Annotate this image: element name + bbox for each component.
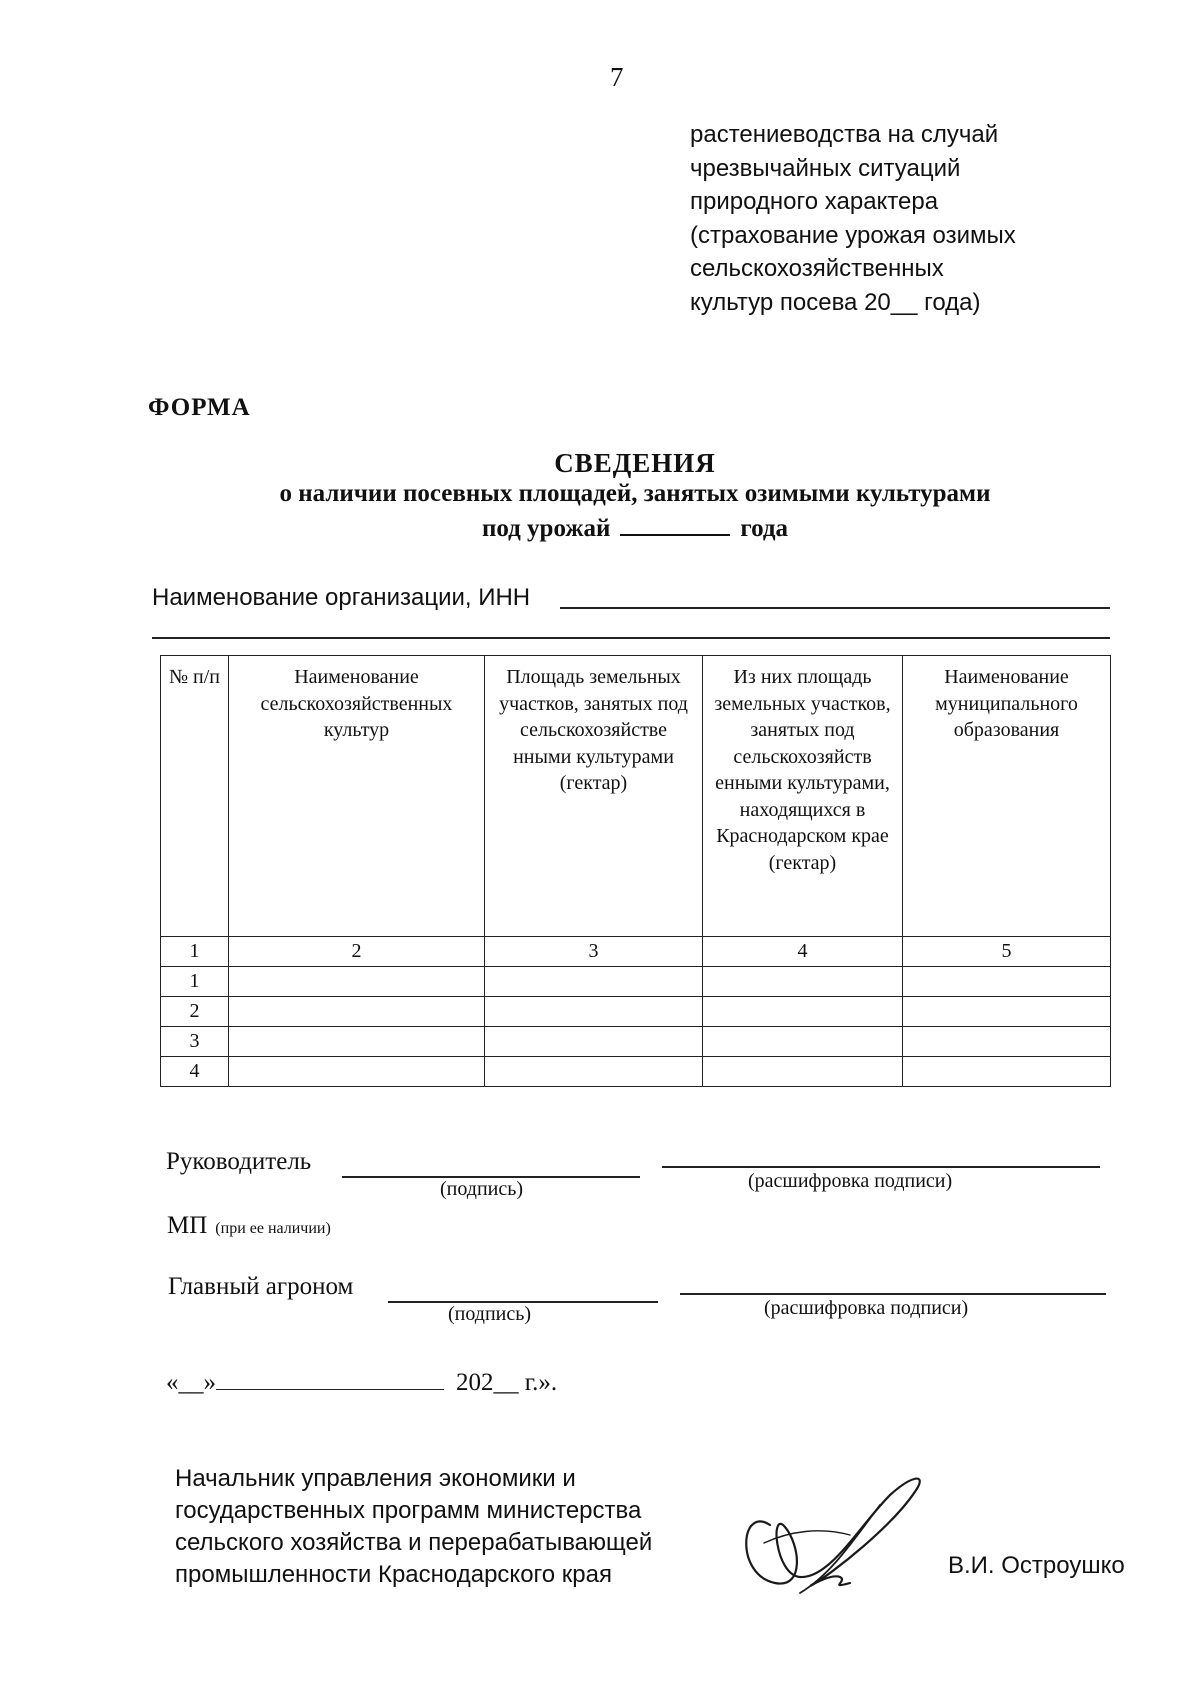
mp-label: МП — [167, 1212, 208, 1239]
form-label: ФОРМА — [148, 394, 251, 421]
column-number: 4 — [703, 937, 903, 967]
table-cell[interactable] — [485, 1026, 703, 1056]
column-number: 2 — [229, 937, 485, 967]
head-decoding-line[interactable] — [662, 1166, 1100, 1168]
date-month-blank[interactable] — [216, 1367, 444, 1390]
organization-label: Наименование организации, ИНН — [152, 584, 531, 611]
header-cell-area-krasnodar: Из них площадь земельных участков, занятых под сельскохозяйств енными культурами, находящихся в Краснодарском крае (гектар) — [703, 656, 903, 937]
document-title: СВЕДЕНИЯ — [554, 448, 716, 478]
agronomist-decoding-line[interactable] — [680, 1293, 1106, 1295]
date-line — [166, 1367, 557, 1397]
table-cell[interactable] — [703, 1056, 903, 1086]
harvest-year-blank[interactable] — [620, 514, 730, 536]
agronomist-signature-hint: (подпись) — [448, 1303, 532, 1325]
table-cell[interactable] — [703, 1026, 903, 1056]
head-decoding-hint: (расшифровка подписи) — [748, 1170, 953, 1192]
signer-name: В.И. Остроушко — [948, 1552, 1125, 1579]
harvest-prefix: под урожай — [481, 515, 611, 542]
signer-position-line: государственных программ министерства — [175, 1497, 642, 1524]
row-number: 4 — [161, 1056, 229, 1086]
header-note-line: культур посева 20__ года) — [690, 288, 981, 316]
table-cell[interactable] — [229, 1026, 485, 1056]
signer-position-line: сельского хозяйства и перерабатывающей — [175, 1529, 653, 1556]
table-cell[interactable] — [903, 1056, 1111, 1086]
header-note — [690, 118, 1016, 319]
head-signature-hint: (подпись) — [440, 1178, 524, 1200]
table-cell[interactable] — [229, 1056, 485, 1086]
table-cell[interactable] — [703, 966, 903, 996]
document-subtitle: о наличии посевных площадей, занятых озимыми культурами — [279, 480, 991, 507]
head-label: Руководитель — [166, 1148, 312, 1175]
header-note-line: (страхование урожая озимых — [690, 221, 1016, 249]
date-year: 202__ г.». — [456, 1369, 558, 1396]
signer-position-line: промышленности Краснодарского края — [175, 1561, 612, 1588]
table-cell[interactable] — [485, 966, 703, 996]
table-cell[interactable] — [485, 996, 703, 1026]
column-number: 5 — [903, 937, 1111, 967]
signer-position — [175, 1463, 652, 1591]
mp-note: (при ее наличии) — [215, 1220, 331, 1237]
stamp-place — [167, 1212, 331, 1240]
crops-table — [160, 655, 1111, 1087]
signer-position-line: Начальник управления экономики и — [175, 1465, 576, 1492]
header-note-line: чрезвычайных ситуаций — [690, 154, 961, 182]
header-note-line: растениеводства на случай — [690, 121, 999, 148]
table-cell[interactable] — [229, 966, 485, 996]
table-cell[interactable] — [485, 1056, 703, 1086]
column-number: 1 — [161, 937, 229, 967]
header-note-line: природного характера — [690, 188, 939, 215]
header-cell-municipality: Наименование муниципального образования — [903, 656, 1111, 937]
agronomist-decoding-hint: (расшифровка подписи) — [764, 1297, 969, 1319]
harvest-suffix: года — [740, 515, 789, 542]
table-cell[interactable] — [903, 1026, 1111, 1056]
header-note-line: сельскохозяйственных — [690, 255, 944, 282]
table-row — [161, 966, 1111, 996]
header-cell-crop: Наименование сельскохозяйственных культур — [229, 656, 485, 937]
table-row — [161, 996, 1111, 1026]
column-number: 3 — [485, 937, 703, 967]
table-row — [161, 1026, 1111, 1056]
harvest-year-line — [140, 514, 1130, 543]
header-cell-area: Площадь земельных участков, занятых под сельскохозяйстве нными культурами (гектар) — [485, 656, 703, 937]
table-header-row — [161, 656, 1111, 937]
column-number-row — [161, 937, 1111, 967]
organization-field-line[interactable] — [560, 607, 1110, 609]
table-cell[interactable] — [903, 966, 1111, 996]
table-cell[interactable] — [229, 996, 485, 1026]
organization-field-line-2[interactable] — [152, 637, 1110, 639]
page-number: 7 — [610, 62, 624, 92]
agronomist-label: Главный агроном — [168, 1273, 354, 1300]
row-number: 3 — [161, 1026, 229, 1056]
date-day: «__» — [166, 1369, 216, 1396]
table-cell[interactable] — [703, 996, 903, 1026]
handwritten-signature — [730, 1465, 950, 1605]
header-cell-number: № п/п — [161, 656, 229, 937]
table-cell[interactable] — [903, 996, 1111, 1026]
row-number: 2 — [161, 996, 229, 1026]
row-number: 1 — [161, 966, 229, 996]
table-row — [161, 1056, 1111, 1086]
